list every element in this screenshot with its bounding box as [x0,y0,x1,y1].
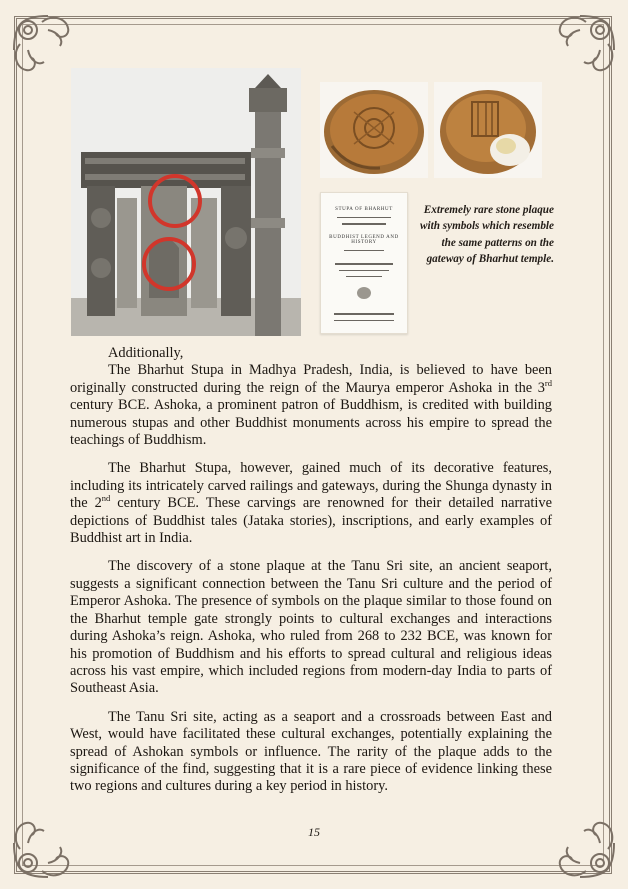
corner-ornament-icon [542,10,620,88]
book-subtitle: BUDDHIST LEGEND AND HISTORY [329,234,399,245]
page-number: 15 [308,825,320,839]
paragraph-4: The Tanu Sri site, acting as a seaport and a crossroads between East and West, would have facilitated these cultural exchanges, potentially explaining the spread of Ashokan symbols or influence. The rarity of the plaque adds to the significance of the find, suggesting that it is a rare piece of evidence linking these two regions and cultures during a key period in history. [70,708,552,795]
body-text [70,345,552,807]
intro-line: Additionally, [108,345,184,361]
crest-icon [357,287,371,299]
bharhut-gateway-photo [71,68,301,336]
stone-plaque-photo-back [434,82,542,178]
book-cover-image [320,192,408,334]
paragraph-3: The discovery of a stone plaque at the Tanu Sri site, an ancient seaport, suggests a significant connection between the Tanu Sri culture and the period of Emperor Ashoka. The presence of symbols on the plaque similar to those found on the Bharhut temple gate strongly points to cultural exchanges and interactions during Ashoka’s reign. Ashoka, who ruled from 268 to 232 BCE, was known for his promotion of Buddhism and his efforts to spread cultural and religious ideas across his vast empire, which included regions from modern-day India to parts of Southeast Asia. [70,558,552,697]
image-caption: Extremely rare stone plaque with symbols which resemble the same patterns on the gateway of Bharhut temple. [420,204,554,265]
corner-ornament-icon [542,805,620,883]
stone-plaque-photo-front [320,82,428,178]
corner-ornament-icon [8,805,86,883]
paragraph-2: The Bharhut Stupa, however, gained much of its decorative features, including its intricately carved railings and gateways, during the Shunga dynasty in the 2nd century BCE. These carvings are renowned for their detailed narrative depictions of Buddhist tales (Jataka stories), inscriptions, and early examples of Buddhist art in India. [70,460,553,547]
book-title: STUPA OF BHARHUT [335,207,393,212]
paragraph-1: The Bharhut Stupa in Madhya Pradesh, India, is believed to have been originally constructed during the reign of the Maurya emperor Ashoka in the 3rd century BCE. Ashoka, a prominent patron of Buddhism, is credited with building numerous stupas and other Buddhist monuments across his empire to spread the teachings of Buddhism. [70,362,552,449]
